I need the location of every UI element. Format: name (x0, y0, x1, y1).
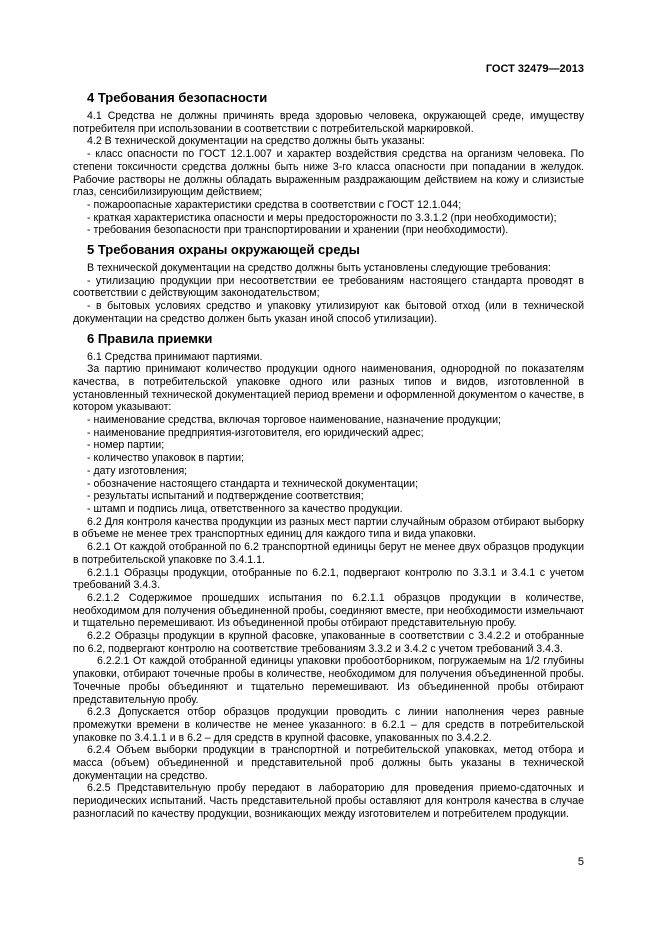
paragraph: - наименование средства, включая торговое наименование, назначение продукции; (87, 414, 501, 427)
paragraph: - краткая характеристика опасности и меры предосторожности по 3.3.1.2 (при необходимости); (87, 211, 557, 224)
paragraph: - пожароопасные характеристики средства в соответствии с ГОСТ 12.1.044; (87, 198, 462, 211)
paragraph: 6.2.2.1 От каждой отобранной единицы упаковки пробоотборником, погружаемым на 1/2 глубины упаковки, отбирают точечные пробы в количестве, необходимом для получения объединенной пробы. Точечные пробы объединяют и тщательно перемешивают. Из объединенной пробы отбирают представительную пробу. (73, 655, 584, 706)
paragraph: 6.1 Средства принимают партиями. (87, 350, 263, 363)
page-number: 5 (577, 856, 584, 868)
paragraph: - обозначение настоящего стандарта и технической документации; (87, 477, 419, 490)
document-page (73, 62, 584, 821)
paragraph: 4.1 Средства не должны причинять вреда здоровью человека, окружающей среде, имуществу потребителя при использовании в соответствии с потребительской маркировкой. (73, 110, 584, 135)
paragraph: 6.2.2 Образцы продукции в крупной фасовке, упакованные в соответствии с 3.4.2.2 и отобранные по 6.2, подвергают контролю на соответствие требованиям 3.3.2 и 3.4.2 с учетом требований 3.4.3. (73, 630, 584, 655)
paragraph: - штамп и подпись лица, ответственного за качество продукции. (87, 502, 403, 515)
section-heading: 6 Правила приемки (87, 330, 213, 346)
paragraph: 6.2.3 Допускается отбор образцов продукции проводить с линии наполнения через равные промежутки времени в количестве не менее указанного: в 6.2.1 – для средств в потребительской упаковке по 3.4.1.1 и в 6.2 – для средств в крупной фасовке, упакованных по 3.4.2.2. (73, 706, 584, 744)
paragraph: 4.2 В технической документации на средство должны быть указаны: (87, 135, 425, 148)
document-header: ГОСТ 32479—2013 (485, 63, 584, 75)
paragraph: 6.2.1.2 Содержимое прошедших испытания по 6.2.1.1 образцов продукции в количестве, необходимом для получения объединенной пробы, соединяют вместе, при необходимости измельчают и тщательно перемешивают. Из объединенной пробы отбирают представительную пробу. (73, 591, 584, 630)
paragraph: 6.2.5 Представительную пробу передают в лабораторию для проведения приемо-сдаточных и периодических испытаний. Часть представительной пробы оставляют для контроля качества в случае разногласий по качеству продукции, возникающих между изготовителем и потребителем продукции. (73, 782, 584, 820)
paragraph: - требования безопасности при транспортировании и хранении (при необходимости). (87, 224, 509, 237)
paragraph: - наименование предприятия-изготовителя, его юридический адрес; (87, 426, 424, 439)
paragraph: За партию принимают количество продукции одного наименования, однородной по показателям качества, в потребительской упаковке одного или разных типов и видов, изготовленной в установленный технической документацией период времени и оформленной документом о качестве, в котором указывают: (73, 363, 584, 414)
paragraph: 6.2.4 Объем выборки продукции в транспортной и потребительской упаковках, метод отбора и масса (объем) объединенной и представительной проб должны быть указаны в технической документации на средство. (73, 744, 584, 782)
section-heading: 5 Требования охраны окружающей среды (87, 242, 360, 258)
paragraph: - дату изготовления; (87, 464, 188, 477)
paragraph: - результаты испытаний и подтверждение соответствия; (87, 490, 364, 503)
section-heading: 4 Требования безопасности (87, 90, 268, 105)
paragraph: - количество упаковок в партии; (87, 452, 244, 465)
paragraph: 6.2.1.1 Образцы продукции, отобранные по 6.2.1, подвергают контролю по 3.3.1 и 3.4.1 с учетом требований 3.4.3. (73, 566, 584, 592)
paragraph: - номер партии; (87, 439, 165, 452)
paragraph: - утилизацию продукции при несоответствии ее требованиям настоящего стандарта проводят в соответствии с действующим законодательством; (73, 274, 584, 300)
document-body (73, 90, 584, 821)
paragraph: 6.2.1 От каждой отобранной по 6.2 транспортной единицы берут не менее двух образцов продукции в потребительской упаковке по 3.4.1.1. (73, 541, 584, 566)
paragraph: - в бытовых условиях средство и упаковку утилизируют как бытовой отход (или в технической документации на средство должен быть указан иной способ утилизации). (73, 300, 584, 325)
paragraph: В технической документации на средство должны быть установлены следующие требования: (87, 262, 551, 275)
paragraph: 6.2 Для контроля качества продукции из разных мест партии случайным образом отбирают выборку в объеме не менее трех транспортных единиц для каждого типа и вида упаковки. (73, 515, 584, 541)
paragraph: - класс опасности по ГОСТ 12.1.007 и характер воздействия средства на организм человека. По степени токсичности средства должны быть ниже 3-го класса опасности при попадании в желудок. Рабочие растворы не должны обладать выраженным раздражающим действием на кожу и слизистые глаз, сенсибилизирующим действием; (73, 148, 584, 199)
